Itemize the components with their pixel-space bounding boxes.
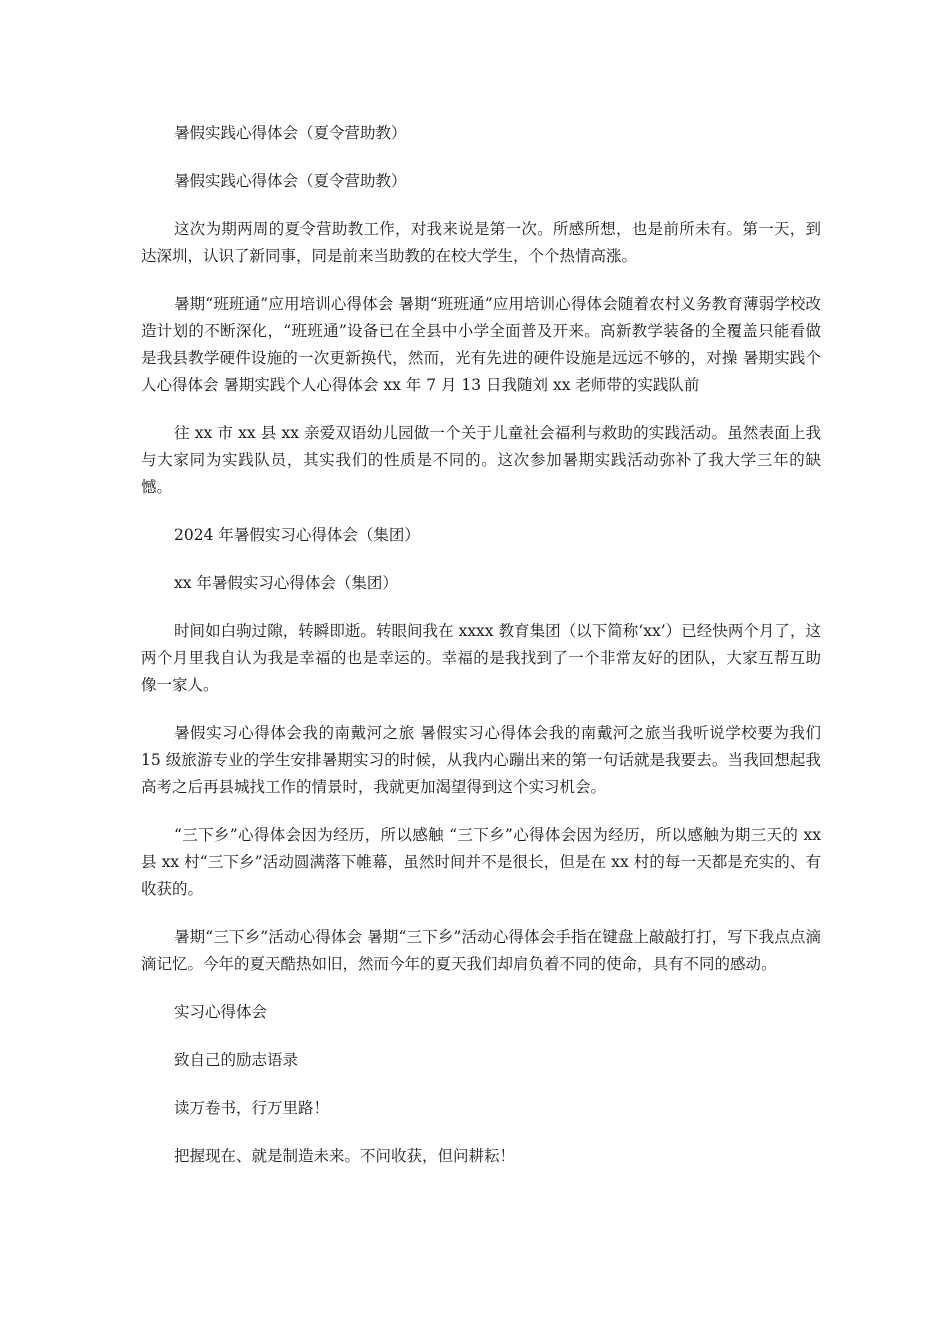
body-paragraph: 往 xx 市 xx 县 xx 亲爱双语幼儿园做一个关于儿童社会福利与救助的实践活动。虽然表面上我与大家同为实践队员，其实我们的性质是不同的。这次参加暑期实践活动弥补了我大学三年的缺憾。 bbox=[141, 424, 821, 496]
section-heading: 致自己的励志语录 bbox=[174, 1051, 299, 1069]
section-heading: 2024 年暑假实习心得体会（集团） bbox=[174, 526, 420, 544]
quote-line: 把握现在、就是制造未来。不问收获，但问耕耘！ bbox=[174, 1147, 516, 1165]
body-paragraph: 这次为期两周的夏令营助教工作，对我来说是第一次。所感所想，也是前所未有。第一天，到达深圳，认识了新同事，同是前来当助教的在校大学生，个个热情高涨。 bbox=[141, 220, 821, 265]
body-paragraph: 暑假实习心得体会我的南戴河之旅 暑假实习心得体会我的南戴河之旅当我听说学校要为我们 15 级旅游专业的学生安排暑期实习的时候，从我内心蹦出来的第一句话就是我要去。当我回想起我高考之后再县城找工作的情景时，我就更加渴望得到这个实习机会。 bbox=[141, 724, 821, 796]
body-paragraph: 暑期“三下乡”活动心得体会 暑期“三下乡”活动心得体会手指在键盘上敲敲打打，写下我点点滴滴记忆。今年的夏天酷热如旧，然而今年的夏天我们却肩负着不同的使命，具有不同的感动。 bbox=[141, 928, 821, 973]
body-paragraph: 时间如白驹过隙，转瞬即逝。转眼间我在 xxxx 教育集团（以下简称‘xx’）已经快两个月了，这两个月里我自认为我是幸福的也是幸运的。幸福的是我找到了一个非常友好的团队，大家互帮互助像一家人。 bbox=[141, 622, 821, 694]
body-paragraph: 暑期“班班通”应用培训心得体会 暑期“班班通”应用培训心得体会随着农村义务教育薄弱学校改造计划的不断深化，“班班通”设备已在全县中小学全面普及开来。高新教学装备的全覆盖只能看做是我县教学硬件设施的一次更新换代，然而，光有先进的硬件设施是远远不够的，对操 暑期实践个人心得体会 暑期实践个人心得体会 xx 年 7 月 13 日我随刘 xx 老师带的实践队前 bbox=[141, 295, 821, 394]
section-heading: xx 年暑假实习心得体会（集团） bbox=[174, 574, 398, 592]
document-body bbox=[141, 120, 821, 1191]
body-paragraph: “三下乡”心得体会因为经历，所以感触 “三下乡”心得体会因为经历，所以感触为期三天的 xx 县 xx 村“三下乡”活动圆满落下帷幕，虽然时间并不是很长，但是在 xx 村的每一天都是充实的、有收获的。 bbox=[141, 826, 821, 898]
quote-line: 读万卷书，行万里路！ bbox=[174, 1099, 330, 1117]
title-paragraph: 暑假实践心得体会（夏令营助教） bbox=[174, 124, 407, 142]
section-heading: 实习心得体会 bbox=[174, 1003, 268, 1021]
subtitle-paragraph: 暑假实践心得体会（夏令营助教） bbox=[174, 172, 407, 190]
